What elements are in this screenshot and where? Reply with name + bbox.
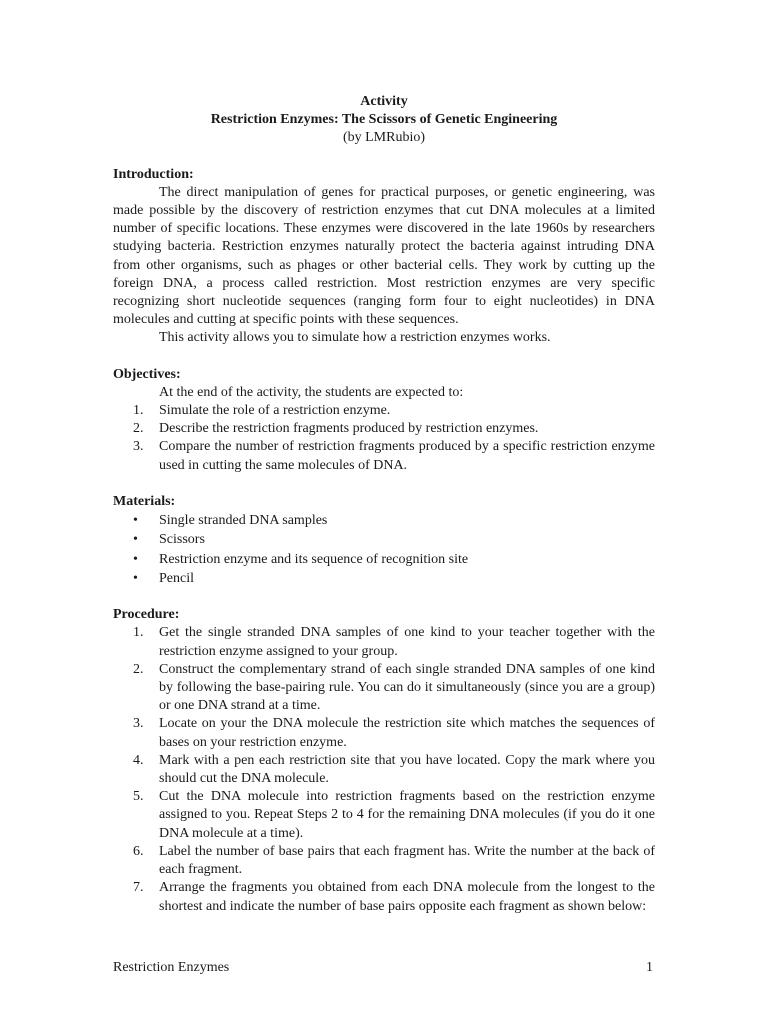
material-text: Pencil [159,570,194,586]
material-item [113,511,655,530]
step-text: Locate on your the DNA molecule the restriction site which matches the sequences of bases on your restriction enzyme. [159,716,655,750]
step-text: Mark with a pen each restriction site that you have located. Copy the mark where you should cut the DNA molecule. [159,752,655,787]
procedure-heading: Procedure: [113,607,180,623]
bullet-icon: • [133,532,138,548]
step-text: Label the number of base pairs that each fragment has. Write the number at the back of each fragment. [159,843,655,878]
objective-item [113,438,655,474]
procedure-step [113,752,655,788]
objective-number: 3. [133,439,144,455]
material-text: Scissors [159,532,205,548]
objectives-heading: Objectives: [113,366,181,382]
objective-text: Compare the number of restriction fragments produced by a specific restriction enzyme used in cutting the same molecules of DNA. [159,439,655,473]
step-number: 7. [133,880,144,896]
objective-text: Describe the restriction fragments produced by restriction enzymes. [159,421,539,437]
procedure-step [113,788,655,843]
step-number: 5. [133,789,144,805]
step-text: Cut the DNA molecule into restriction fragments based on the restriction enzyme assigned to you. Repeat Steps 2 to 4 for the remaining DNA molecules (if you do it one DNA molecule at a time). [159,789,655,841]
procedure-step [113,879,655,915]
step-number: 6. [133,843,144,859]
step-text: Arrange the fragments you obtained from each DNA molecule from the longest to the shortest and indicate the number of base pairs opposite each fragment as shown below: [159,880,655,914]
material-text: Restriction enzyme and its sequence of recognition site [159,551,469,567]
material-item [113,569,655,588]
objective-number: 1. [133,403,144,419]
activity-label: Activity [360,94,408,109]
material-text: Single stranded DNA samples [159,513,328,529]
objective-text: Simulate the role of a restriction enzyme. [159,403,391,419]
objectives-list [113,402,655,475]
introduction-heading: Introduction: [113,166,194,182]
step-number: 4. [133,752,144,768]
bullet-icon: • [133,570,138,586]
materials-heading: Materials: [113,493,176,509]
objective-item [113,420,655,438]
document-author: (by LMRubio) [342,130,426,146]
page-number: 1 [646,960,653,975]
bullet-icon: • [133,551,138,567]
procedure-step [113,715,655,751]
procedure-step [113,843,655,879]
footer-title: Restriction Enzymes [113,960,230,975]
document-title: Restriction Enzymes: The Scissors of Genetic Engineering [210,112,558,128]
procedure-step [113,624,655,660]
step-number: 2. [133,661,144,677]
document-page [113,93,655,916]
objectives-intro: At the end of the activity, the students are expected to: [159,384,464,400]
introduction-paragraph: The direct manipulation of genes for practical purposes, or genetic engineering, was made possible by the discovery of restriction enzymes that cut DNA molecules at a limited number of specific locations. These enzymes were discovered in the late 1960s by researchers studying bacteria. Restriction enzymes naturally protect the bacteria against intruding DNA from other organisms, such as phages or other bacterial cells. They work by cutting up the foreign DNA, a process called restriction. Most restriction enzymes are very specific recognizing short nucleotide sequences (ranging form four to eight nucleotides) in DNA molecules and cutting at specific points with these sequences. [113,184,655,328]
bullet-icon: • [133,513,138,529]
step-text: Get the single stranded DNA samples of one kind to your teacher together with the restriction enzyme assigned to your group. [159,625,655,659]
objective-number: 2. [133,421,144,437]
step-text: Construct the complementary strand of each single stranded DNA samples of one kind by following the base-pairing rule. You can do it simultaneously (since you are a group) or one DNA strand at a time. [159,661,655,714]
material-item [113,530,655,549]
procedure-step [113,661,655,716]
material-item [113,550,655,569]
step-number: 3. [133,716,144,732]
procedure-list [113,624,655,915]
introduction-closing: This activity allows you to simulate how a restriction enzymes works. [159,330,551,346]
materials-list [113,511,655,588]
step-number: 1. [133,625,144,641]
objective-item [113,402,655,420]
